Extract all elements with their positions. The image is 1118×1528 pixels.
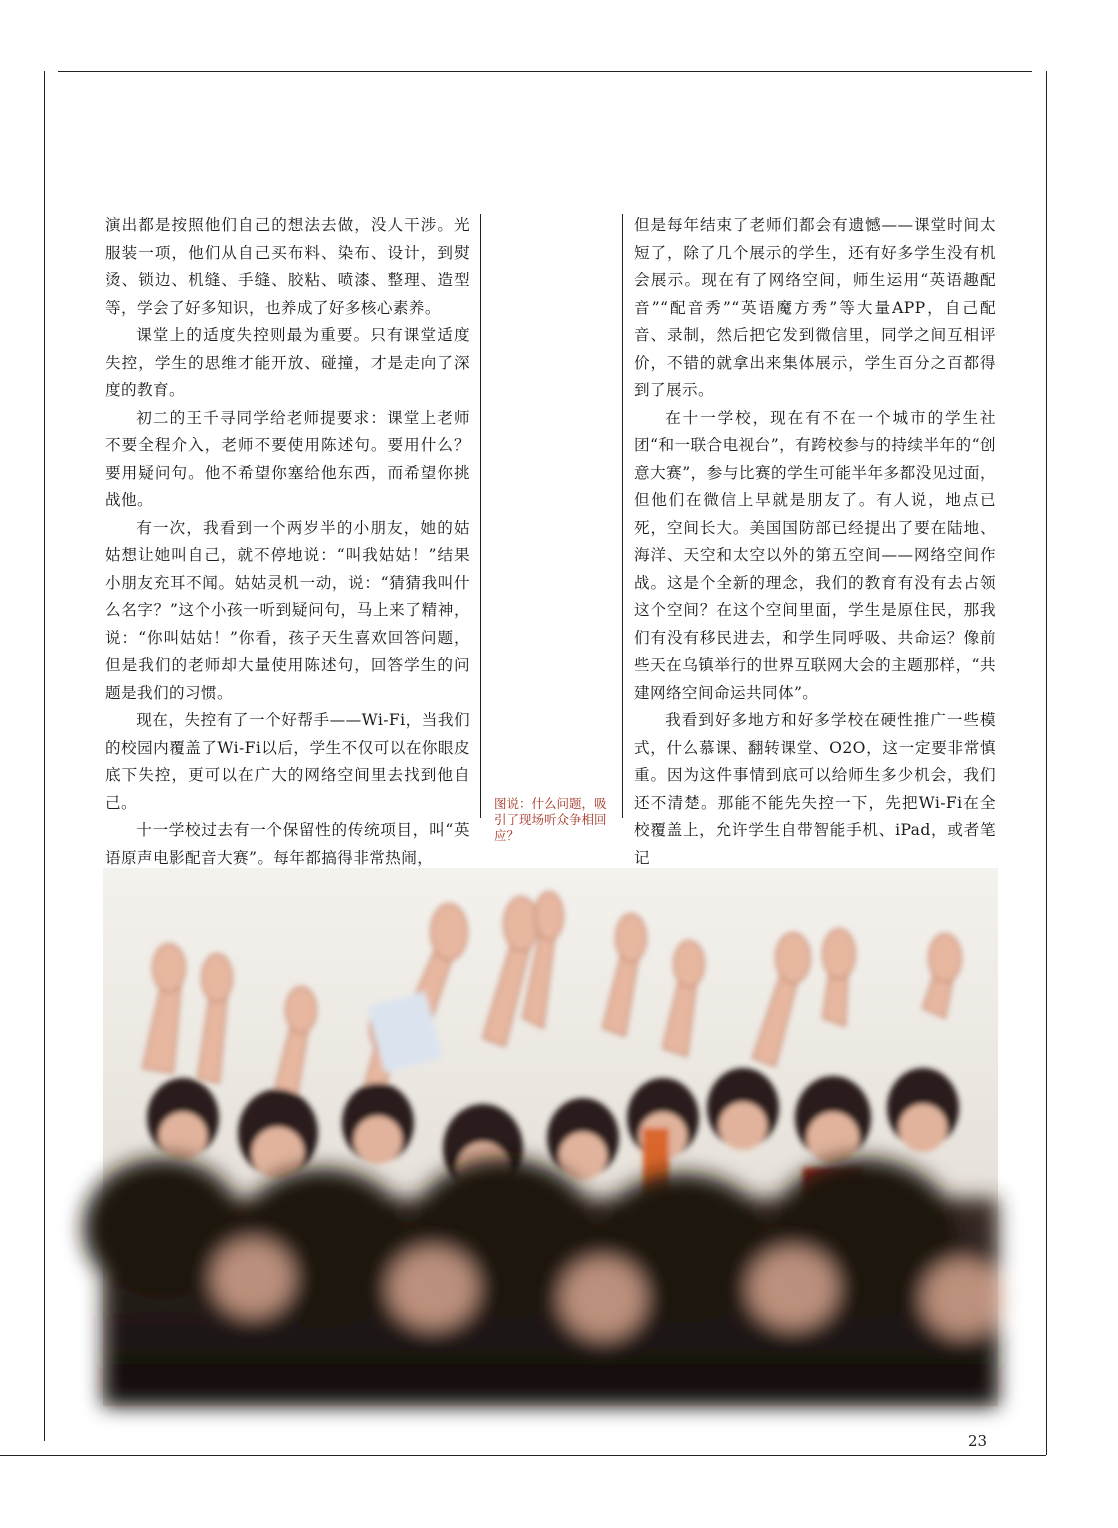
paragraph: 现在，失控有了一个好帮手——Wi-Fi，当我们的校园内覆盖了Wi-Fi以后，学生不仅可以在你眼皮底下失控，更可以在广大的网络空间里去找到他自己。	[105, 711, 470, 812]
top-rule	[58, 71, 1032, 72]
left-margin-rule	[44, 71, 45, 1441]
page-number: 23	[968, 1432, 988, 1450]
paragraph: 我看到好多地方和好多学校在硬性推广一些模式，什么慕课、翻转课堂、O2O，这一定要非常慎重。因为这件事情到底可以给师生多少机会，我们还不清楚。那能不能先失控一下，先把Wi-Fi在全校覆盖上，允许学生自带智能手机、iPad，或者笔记	[634, 711, 996, 867]
paragraph: 但是每年结束了老师们都会有遗憾——课堂时间太短了，除了几个展示的学生，还有好多学生没有机会展示。现在有了网络空间，师生运用“英语趣配音”“配音秀”“英语魔方秀”等大量APP，自己配音、录制，然后把它发到微信里，同学之间互相评价，不错的就拿出来集体展示，学生百分之百都得到了展示。	[634, 216, 996, 399]
article-column-left	[105, 212, 470, 867]
paragraph: 初二的王千寻同学给老师提要求：课堂上老师不要全程介入，老师不要使用陈述句。要用什么？要用疑问句。他不希望你塞给他东西，而希望你挑战他。	[105, 408, 470, 509]
right-margin-rule	[1046, 71, 1047, 1455]
audience-raising-hands-photo	[103, 868, 998, 1406]
paragraph: 十一学校过去有一个保留性的传统项目，叫“英语原声电影配音大赛”。每年都搞得非常热闹，	[105, 821, 470, 867]
paragraph: 演出都是按照他们自己的想法去做，没人干涉。光服装一项，他们从自己买布料、染布、设计，到熨烫、锁边、机缝、手缝、胶粘、喷漆、整理、造型等，学会了好多知识，也养成了好多核心素养。	[105, 216, 470, 317]
column-separator-right	[622, 214, 623, 818]
photo-caption: 图说：什么问题，吸引了现场听众争相回应？	[494, 796, 607, 843]
paragraph: 有一次，我看到一个两岁半的小朋友，她的姑姑想让她叫自己，就不停地说：“叫我姑姑！”结果小朋友充耳不闻。姑姑灵机一动，说：“猜猜我叫什么名字？”这个小孩一听到疑问句，马上来了精神，说：“你叫姑姑！”你看，孩子天生喜欢回答问题，但是我们的老师却大量使用陈述句，回答学生的问题是我们的习惯。	[105, 518, 470, 702]
article-column-right	[634, 212, 996, 867]
paragraph: 在十一学校，现在有不在一个城市的学生社团“和一联合电视台”，有跨校参与的持续半年的“创意大赛”，参与比赛的学生可能半年多都没见过面，但他们在微信上早就是朋友了。有人说，地点已死，空间长大。美国国防部已经提出了要在陆地、海洋、天空和太空以外的第五空间——网络空间作战。这是个全新的理念，我们的教育有没有去占领这个空间？在这个空间里面，学生是原住民，那我们有没有移民进去，和学生同呼吸、共命运？像前些天在乌镇举行的世界互联网大会的主题那样，“共建网络空间命运共同体”。	[634, 408, 996, 702]
column-separator-left	[480, 214, 481, 818]
paragraph: 课堂上的适度失控则最为重要。只有课堂适度失控，学生的思维才能开放、碰撞，才是走向了深度的教育。	[105, 326, 470, 399]
bottom-rule	[0, 1455, 1046, 1456]
